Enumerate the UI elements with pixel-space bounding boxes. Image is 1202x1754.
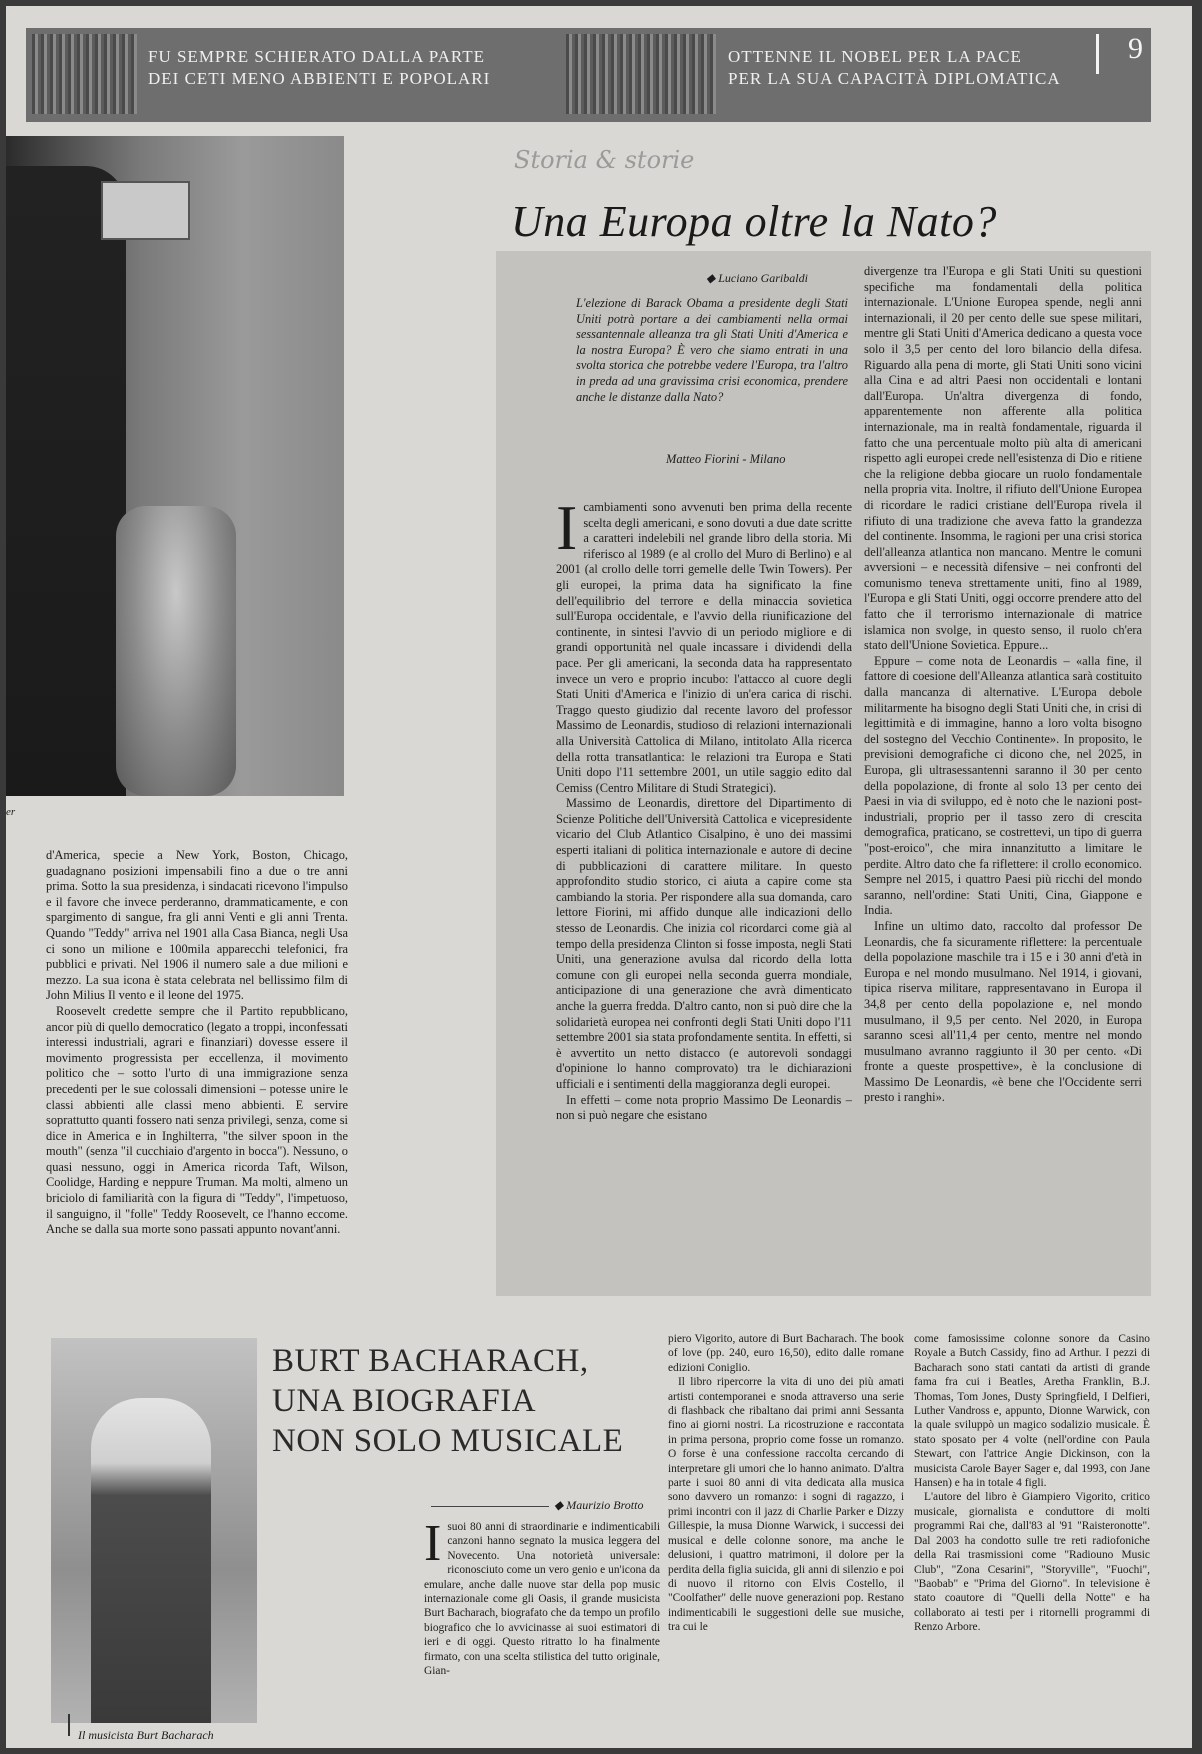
- reader-letter: L'elezione di Barack Obama a presidente degli Stati Uniti potrà portare a dei cambiamenti nella ormai sessantennale alleanza tra gli Stati Uniti d'America e la nostra Europa? È vero che siamo entrati in una svolta storica che potrebbe vedere l'Europa, tra l'altro in preda ad una gravissima crisi economica, prendere anche le distanze dalla Nato?: [576, 296, 848, 404]
- bacharach-dropcap: I: [424, 1515, 442, 1572]
- section-kicker: Storia & storie: [514, 146, 695, 174]
- roosevelt-figure: [6, 166, 126, 796]
- bacharach-byline: ◆ Maurizio Brotto: [554, 1498, 644, 1512]
- bacharach-column-1: [424, 1515, 660, 1678]
- bacharach-column-2: [668, 1332, 904, 1635]
- header-crowd-photo-right: [566, 34, 716, 114]
- dropcap: I: [556, 492, 578, 563]
- bacharach-title-line-2: UNA BIOGRAFIA: [272, 1383, 537, 1419]
- header-right-caption: [728, 46, 1061, 90]
- header-left-line-2: DEI CETI MENO ABBIENTI E POPOLARI: [148, 69, 491, 88]
- photo-caption-fragment: er: [6, 806, 16, 818]
- bacharach-figure: [91, 1398, 211, 1723]
- bacharach-title-line-1: BURT BACHARACH,: [272, 1343, 589, 1379]
- bacharach-paragraph: come famosissime colonne sonore da Casino Royale a Butch Cassidy, fino ad Arthur. I pezzi di Bacharach sono stati cantati da artisti di grande fama fra cui i Beatles, Aretha Franklin, B.J. Thomas, Tom Jones, Dusty Springfield, I Delfieri, Luther Vandross e, appunto, Dionne Warwick, con la quale sviluppò un magico sodalizio musicale. È stato sposato per 4 volte (nell'ordine con Paula Stewart, con l'attrice Angie Dickinson, con la musicista Carole Bayer Sager e, dal 1993, con Jane Hansen) e ha in totale 4 figli.: [914, 1333, 1150, 1490]
- article-column-1: [556, 492, 852, 1124]
- header-right-line-2: PER LA SUA CAPACITÀ DIPLOMATICA: [728, 69, 1061, 88]
- photo-chair: [116, 506, 236, 796]
- article-paragraph: Massimo de Leonardis, direttore del Dipartimento di Scienze Politiche dell'Università Cattolica e vicepresidente vicario del Club Atlantico Cisalpino, è uno dei massimi esperti italiani di politica internazionale e autore di decine di pubblicazioni di carattere militare. In questo approfondito studio storico, ci aiuta a capire come sta cambiando la storia. Per rispondere alla sua domanda, caro lettore Fiorini, mi affido dunque alle indicazioni dello stesso de Leonardis. Che inizia col ricordarci come già al tempo della presidenza Clinton si fosse imposta, negli Stati Uniti, una generazione avulsa dal ricordo della lotta comune con gli europei nella seconda guerra mondiale, anticipazione di una generazione che avrà dimenticato anche la guerra fredda. D'altro canto, non si può dire che la solidarietà europea nei confronti degli Stati Uniti dopo l'11 settembre 2001 sia stata profondamente sentita. In effetti, si è avvertito un netto distacco (e autorevoli sondaggi d'opinione lo hanno comprovato) tra le dichiarazioni ufficiali e i sentimenti della maggioranza degli europei.: [556, 796, 852, 1091]
- bacharach-paragraph: Il libro ripercorre la vita di uno dei più amati artisti contemporanei e snoda attraverso una serie di flashback che ribaltano dai primi anni Sessanta fino ai giorni nostri. La ricostruzione e raccontata in prima persona, proprio come fosse un romanzo. O forse è una confessione raccolta cercando di interpretare gli umori che lo hanno animato. D'altra parte i suoi 80 anni di vita dedicata alla musica sono davvero un romanzo: i sogni di ragazzo, i primi incontri con il jazz di Charlie Parker e Dizzy Gillespie, la musa Dionne Warwick, i successi dei musical e delle colonne sonore, ma anche le delusioni, i quattro matrimoni, il dolore per la perdita della figlia suicida, gli anni di silenzio e poi di nuovo il ritorno con Elvis Costello, il "Coolfather" delle nuove generazioni pop. Restano indimenticabili le suggestioni delle sue musiche, tra cui le: [668, 1376, 904, 1634]
- roosevelt-paragraph: d'America, specie a New York, Boston, Chicago, guadagnano posizioni impensabili fino a due o tre anni prima. Sotto la sua presidenza, i sindacati ricevono l'impulso e il favore che invece perderanno, drammaticamente, e con spargimento di sangue, fra gli anni Venti e gli anni Trenta. Quando "Teddy" arriva nel 1901 alla Casa Bianca, negli Usa ci sono un milione e 100mila apparecchi telefonici, fra pubblici e privati. Nel 1906 il numero sale a due milioni e mezzo. La sua icona è stata celebrata nel bellissimo film di John Milius Il vento e il leone del 1975.: [46, 848, 348, 1003]
- article-paragraph: Infine un ultimo dato, raccolto dal professor De Leonardis, che fa sicuramente riflettere: la percentuale della popolazione maschile tra i 15 e i 30 anni d'età in Europa e nel mondo musulmano. Nel 1914, i giovani, tipica riserva militare, rappresentavano in Europa il 34,8 per cento della popolazione e, nel mondo musulmano, il 9,5 per cento. Nel 2020, in Europa saranno scesi all'11,4 per cento, mentre nel mondo musulmano avranno raggiunto il 30 per cento. «Di fronte a queste prospettive», è la conclusione di Massimo De Leonardis, «è bene che l'Occidente serri presto i ranghi».: [864, 918, 1142, 1105]
- header-left-line-1: FU SEMPRE SCHIERATO DALLA PARTE: [148, 47, 485, 66]
- roosevelt-photo: [6, 136, 344, 796]
- letter-signature: Matteo Fiorini - Milano: [666, 452, 786, 466]
- bacharach-title-line-3: NON SOLO MUSICALE: [272, 1423, 624, 1459]
- byline-rule: [431, 1506, 549, 1507]
- article-paragraph-text: cambiamenti sono avvenuti ben prima della recente scelta degli americani, e sono dovuti a due date scritte a caratteri indelebili nel grande libro della storia. Mi riferisco al 1989 (e al crollo del Muro di Berlino) e al 2001 (al crollo delle torri gemelle delle Twin Towers). Per gli europei, la prima data ha significato la fine dell'equilibrio del terrore e della minaccia sovietica sull'Europa occidentale, e l'avvio della riunificazione del continente, in sintesi l'avvio di un periodo migliore e di grandi opportunità nel quale incassare i dividendi della pace. Per gli americani, la seconda data ha rappresentato invece un vero e proprio incubo: l'attacco al cuore degli Stati Uniti d'America e l'inizio di un'era carica di rischi. Traggo questo giudizio dal recente lavoro del professor Massimo de Leonardis, studioso di relazioni internazionali alla Università Cattolica di Milano, intitolato Alla ricerca della rotta transatlantica: le relazioni tra Europa e Stati Uniti dopo l'11 settembre 2001, un utile saggio edito dal Cemiss (Centro Militare di Studi Strategici).: [556, 500, 852, 795]
- bacharach-paragraph: piero Vigorito, autore di Burt Bacharach. The book of love (pp. 240, euro 16,50), edito dalle romane edizioni Coniglio.: [668, 1333, 904, 1374]
- header-left-caption: [148, 46, 490, 90]
- article-byline: ◆ Luciano Garibaldi: [706, 271, 808, 285]
- roosevelt-paragraph: Roosevelt credette sempre che il Partito repubblicano, ancor più di quello democratico (legato a troppi, inconfessati interessi industriali, agrari e finanziari) dovesse essere il movimento progressista per eccellenza, il movimento politico che – sotto l'urto di una immigrazione senza precedenti per le sue colossali dimensioni – potesse unire le classi abbienti alle classi meno abbienti. E servire soprattutto quanti fossero nati senza privilegi, senza, come si dice in America e in Inghilterra, "the silver spoon in the mouth" (senza "il cucchiaio d'argento in bocca"). Nessuno, o quasi nessuno, oggi in America ricorda Taft, Wilson, Coolidge, Harding e neppure Truman. Ma molti, almeno un briciolo di familiarità con la figura di "Teddy", l'impetuoso, il sanguigno, il "folle" Teddy Roosevelt, ce l'hanno eccome. Anche se dalla sua morte sono passati appunto novant'anni.: [46, 1003, 348, 1237]
- article-title: Una Europa oltre la Nato?: [511, 197, 997, 246]
- roosevelt-column: [46, 848, 348, 1238]
- bacharach-photo-caption: Il musicista Burt Bacharach: [78, 1728, 214, 1742]
- bacharach-photo: [51, 1338, 257, 1723]
- header-crowd-photo-left: [32, 34, 137, 114]
- article-column-2: [864, 264, 1142, 1106]
- bacharach-title: [272, 1341, 623, 1461]
- article-paragraph: In effetti – come nota proprio Massimo De Leonardis – non si può negare che esistano: [556, 1092, 852, 1123]
- page-number: 9: [1128, 32, 1143, 65]
- bacharach-paragraph: L'autore del libro è Giampiero Vigorito, critico musicale, giornalista e conduttore di molti programmi Rai che, dall'83 al '91 "Raisteronotte". Dal 2003 ha condotto sulle tre reti radiofoniche della Rai trasmissioni come "Radiouno Music Club", "Zona Cesarini", "Storyville", "Fuochi", "Baobab" e "Prima del Giorno". In televisione è stato coautore di "Quelli della Notte" e ha collaborato ai testi per i ritornelli programmi di Renzo Arbore.: [914, 1491, 1150, 1634]
- newspaper-page: [6, 6, 1192, 1748]
- header-right-line-1: OTTENNE IL NOBEL PER LA PACE: [728, 47, 1022, 66]
- page-header-band: [26, 28, 1151, 122]
- article-paragraph: divergenze tra l'Europa e gli Stati Uniti su questioni specifiche ma fondamentali della politica internazionale. L'Unione Europea spende, negli anni internazionali, il 20 per cento delle sue spese militari, mentre gli Stati Uniti d'America dedicano a questa voce solo il 3,5 per cento del loro bilancio della difesa. Riguardo alla pena di morte, gli Stati Uniti sono vicini alla Cina e ad altri Paesi non occidentali e lontani dall'Europa. Un'altra divergenza di fondo, apparentemente non afferente alla politica internazionale, ma in realtà fondamentale, riguarda il fatto che una percentuale molto più alta di americani rispetto agli europei crede nell'esistenza di Dio e ritiene che la religione debba giocare un ruolo fondamentale nella propria vita. Inoltre, il rifiuto dell'Unione Europea di ricordare le radici cristiane dell'Europa rivela il rifiuto di una tradizione che aveva fatto la grandezza del continente. Insomma, le ragioni per una crisi storica dell'alleanza atlantica non mancano. Mentre le comuni avversioni – e necessità difensive – nei confronti del comunismo teneva strettamente uniti, fino al 1989, l'Europa e gli Stati Uniti, oggi occorre prendere atto del fatto che il terrorismo internazionale di matrice islamica non svolge, in questo senso, il ruolo ch'era stato dell'Unione Sovietica. Eppure...: [864, 264, 1142, 653]
- bacharach-column-3: [914, 1332, 1150, 1635]
- article-paragraph: Eppure – come nota de Leonardis – «alla fine, il fattore di coesione dell'Alleanza atlantica sarà costituito dalla mancanza di alternative. L'Europa debole militarmente ha bisogno degli Stati Uniti che, in crisi di legittimità e di immagine, hanno a loro volta bisogno del sostegno del Vecchio Continente». In proposito, le previsioni demografiche ci dicono che, nel 2025, in Europa, gli ultrasessantenni saranno il 30 per cento della popolazione, di fronte al solo 13 per cento dei Paesi in via di sviluppo, ed è noto che le nazioni post-industriali, proprio per il tasso zero di crescita demografica, praticano, se costrettevi, un tipo di guerra "post-eroico", che mira innanzitutto a limitare le perdite. Altro dato che fa riflettere: il crollo economico. Sempre nel 2015, i quattro Paesi più ricchi del mondo saranno, nell'ordine: Stati Uniti, Cina, Giappone e India.: [864, 653, 1142, 918]
- bacharach-paragraph-text: suoi 80 anni di straordinarie e indimenticabili canzoni hanno segnato la musica leggera del Novecento. Una notorietà universale: riconosciuto come un vero genio e un'icona da emulare, anche dalle nuove star della pop music internazionale come gli Oasis, il grande musicista Burt Bacharach, biografato che da tempo un profilo biografico che lo avvicinasse ai suoi estimatori di ieri e di oggi. Questo ritratto lo ha finalmente firmato, con una scelta stilistica del tutto originale, Gian-: [424, 1521, 660, 1678]
- photo-plaque: [101, 181, 190, 240]
- bacharach-paragraph-first: [424, 1515, 660, 1678]
- article-paragraph-first: [556, 492, 852, 796]
- caption-bar: [68, 1714, 70, 1736]
- page-number-divider: [1096, 34, 1099, 74]
